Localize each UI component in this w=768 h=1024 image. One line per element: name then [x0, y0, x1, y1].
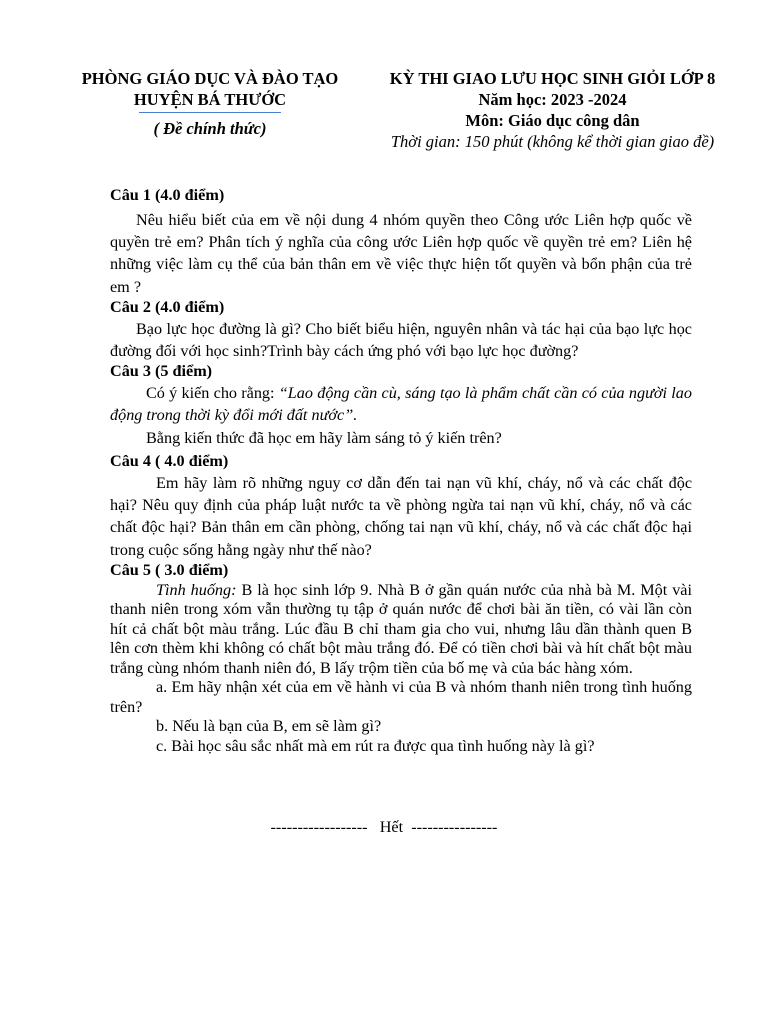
exam-title: KỲ THI GIAO LƯU HỌC SINH GIỎI LỚP 8	[389, 69, 716, 88]
exam-body	[110, 186, 692, 756]
question-5-title: Câu 5 ( 3.0 điểm)	[110, 561, 229, 580]
situation-label: Tình huống:	[156, 580, 237, 599]
end-dashes-right: ----------------	[411, 818, 498, 836]
exam-duration: Thời gian: 150 phút (không kể thời gian giao đề)	[390, 132, 715, 151]
question-5-item-b: b. Nếu là bạn của B, em sẽ làm gì?	[156, 717, 382, 736]
department-name: PHÒNG GIÁO DỤC VÀ ĐÀO TẠO	[81, 69, 339, 88]
question-2-title: Câu 2 (4.0 điểm)	[110, 298, 225, 317]
official-label: ( Đề chính thức)	[153, 119, 267, 138]
question-4-text: Em hãy làm rõ những nguy cơ dẫn đến tai nạn vũ khí, cháy, nổ và các chất độc hại? Nêu quy định của pháp luật nước ta về phòng ngừa tai nạn vũ khí, cháy, nổ và các chất độc hại? Bản thân em cần phòng, chống tai nạn vũ khí, cháy, nổ và các chất độc hại trong cuộc sống hằng ngày như thế nào?	[110, 473, 692, 559]
header-left	[60, 68, 360, 139]
header-right	[360, 68, 745, 152]
question-1-title: Câu 1 (4.0 điểm)	[110, 186, 225, 204]
end-dashes-left: ------------------	[270, 818, 368, 836]
subject: Môn: Giáo dục công dân	[465, 111, 640, 130]
question-5-item-a: a. Em hãy nhận xét của em về hành vi của B và nhóm thanh niên trong tình huống trên?	[110, 678, 692, 716]
question-2-text: Bạo lực học đường là gì? Cho biết biểu hiện, nguyên nhân và tác hại của bạo lực học đường đối với học sinh?Trình bày cách ứng phó với bạo lực học đường?	[110, 319, 692, 361]
school-year: Năm học: 2023 -2024	[478, 90, 627, 109]
question-4-title: Câu 4 ( 4.0 điểm)	[110, 452, 229, 471]
question-3-task: Bằng kiến thức đã học em hãy làm sáng tỏ ý kiến trên?	[146, 428, 502, 447]
question-5-item-c: c. Bài học sâu sắc nhất mà em rút ra được qua tình huống này là gì?	[156, 736, 595, 755]
question-3-title: Câu 3 (5 điểm)	[110, 362, 213, 381]
question-3-quote: “Lao động cần cù, sáng tạo là phẩm chất cần có của người lao động trong thời kỳ đổi mới đất nước”.	[110, 383, 692, 425]
situation-text: B là học sinh lớp 9. Nhà B ở gần quán nước của nhà bà M. Một vài thanh niên trong xóm vẫn thường tụ tập ở quán nước để chơi bài ăn tiền, có vài lần còn hít cả chất bột màu trắng. Lúc đầu B chỉ tham gia cho vui, nhưng lâu dần thành quen B lên cơn thèm khi không có chất bột màu trắng đó. Để có tiền chơi bài và hít chất bột màu trắng cùng nhóm thanh niên đó, B lấy trộm tiền của bố mẹ và của bác hàng xóm.	[110, 580, 692, 677]
end-text: Hết	[379, 818, 404, 836]
question-5-situation	[110, 581, 692, 679]
end-marker	[0, 818, 768, 837]
question-1-text: Nêu hiểu biết của em về nội dung 4 nhóm quyền theo Công ước Liên hợp quốc về quyền trẻ em? Phân tích ý nghĩa của công ước Liên hợp quốc về quyền trẻ em? Liên hệ những việc làm cụ thể của bản thân em về việc thực hiện tốt quyền và bổn phận của trẻ em ?	[110, 210, 692, 296]
question-3-text	[110, 382, 692, 427]
district-name: HUYỆN BÁ THƯỚC	[133, 90, 287, 109]
question-3-intro: Có ý kiến cho rằng:	[146, 383, 279, 402]
header-underline	[139, 112, 281, 113]
